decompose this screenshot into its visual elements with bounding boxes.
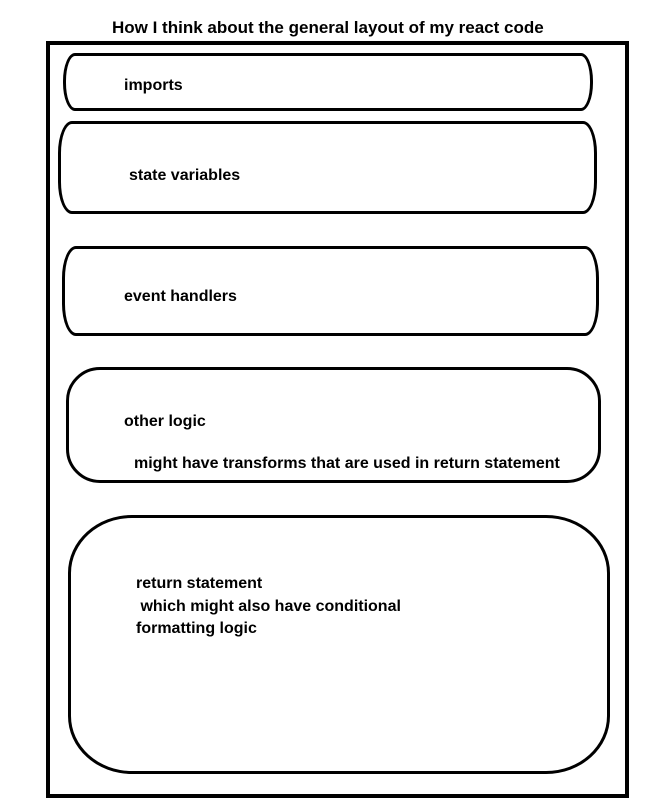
other-logic-label: other logic [124,413,206,430]
return-statement-text [136,573,401,641]
return-statement-box [68,515,610,774]
return-statement-line: which might also have conditional [136,597,401,615]
diagram-title: How I think about the general layout of my react code [112,18,544,37]
state-variables-label: state variables [129,167,241,184]
return-statement-line: return statement [136,575,263,592]
event-handlers-label: event handlers [124,288,237,305]
imports-label: imports [124,77,183,94]
return-statement-line: formatting logic [136,620,257,637]
other-logic-note: might have transforms that are used in return statement [134,455,560,472]
